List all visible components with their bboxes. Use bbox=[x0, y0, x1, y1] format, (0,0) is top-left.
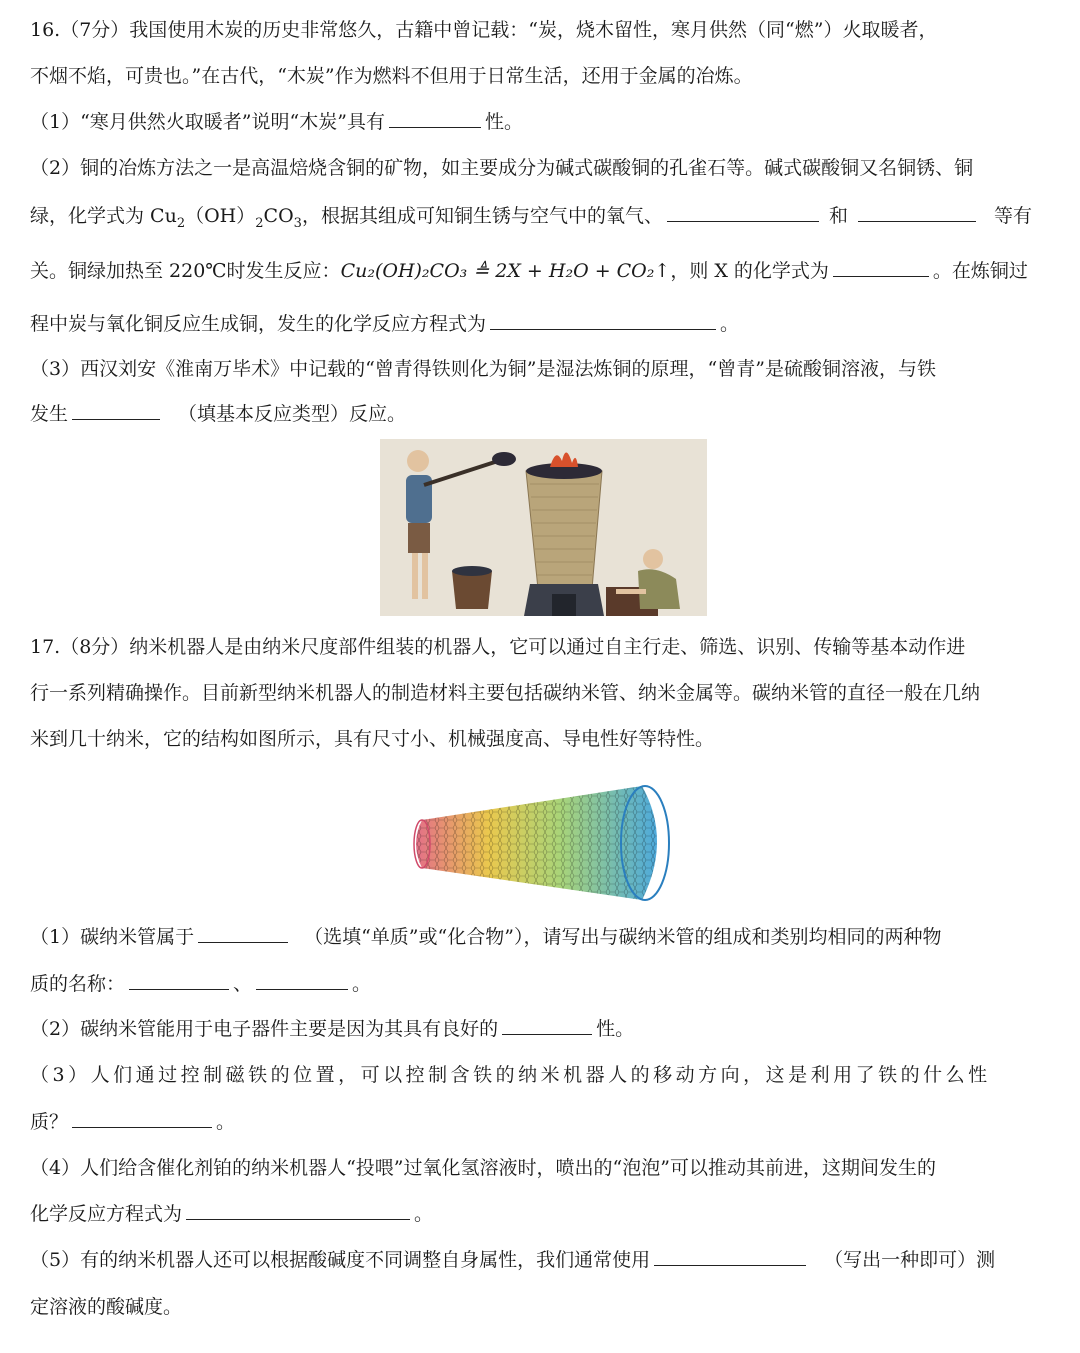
q17-line2: 行一系列精确操作。目前新型纳米机器人的制造材料主要包括碳纳米管、纳米金属等。碳纳米管的直径一般在几纳 bbox=[30, 682, 981, 704]
answer-blank[interactable] bbox=[186, 1201, 410, 1220]
q16-part2-line3: 关。铜绿加热至 220℃时发生反应：Cu₂(OH)₂CO₃ ≜ 2X + H₂O + CO₂↑，则 X 的化学式为 。在炼铜过 bbox=[30, 260, 1028, 282]
q16-part2-line1: （2）铜的冶炼方法之一是高温焙烧含铜的矿物，如主要成分为碱式碳酸铜的孔雀石等。碱式碳酸铜又名铜锈、铜 bbox=[30, 157, 974, 179]
q17-part5-line1: （5）有的纳米机器人还可以根据酸碱度不同调整自身属性，我们通常使用 （写出一种即可）测 bbox=[30, 1249, 996, 1271]
q16-header: 16.（7分）我国使用木炭的历史非常悠久，古籍中曾记载：“炭，烧木留性，寒月供然（同“燃”）火取暖者， bbox=[30, 19, 938, 41]
carbon-nanotube-figure bbox=[410, 780, 676, 906]
q16-header-cont: 不烟不焰，可贵也。”在古代，“木炭”作为燃料不但用于日常生活，还用于金属的冶炼。 bbox=[30, 65, 753, 87]
q17-line1: 17.（8分）纳米机器人是由纳米尺度部件组装的机器人，它可以通过自主行走、筛选、识别、传输等基本动作进 bbox=[30, 636, 966, 658]
answer-blank[interactable] bbox=[72, 1109, 212, 1128]
answer-blank[interactable] bbox=[654, 1247, 806, 1266]
q17-part3-line1: （3）人们通过控制磁铁的位置，可以控制含铁的纳米机器人的移动方向，这是利用了铁的什么性 bbox=[30, 1064, 991, 1086]
q16-part2-line2: 绿，化学式为 $Cu_2(OH)_2CO_3$，根据其组成可知铜生锈与空气中的氧气、 和 等有 bbox=[30, 205, 1032, 231]
q17-part4-line1: （4）人们给含催化剂铂的纳米机器人“投喂”过氧化氢溶液时，喷出的“泡泡”可以推动其前进，这期间发生的 bbox=[30, 1157, 936, 1179]
reaction-equation: Cu₂(OH)₂CO₃ ≜ 2X + H₂O + CO₂↑ bbox=[340, 260, 671, 282]
q16-part1: （1）“寒月供然火取暖者”说明“木炭”具有 性。 bbox=[30, 111, 523, 133]
q17-part3-line2: 质？ 。 bbox=[30, 1111, 236, 1133]
answer-blank[interactable] bbox=[256, 971, 348, 990]
q16-part3-line1: （3）西汉刘安《淮南万毕术》中记载的“曾青得铁则化为铜”是湿法炼铜的原理，“曾青”是硫酸铜溶液，与铁 bbox=[30, 358, 936, 380]
answer-blank[interactable] bbox=[389, 109, 481, 128]
copper-smelting-painting bbox=[380, 439, 707, 616]
answer-blank[interactable] bbox=[502, 1016, 592, 1035]
q17-part4-line2: 化学反应方程式为 。 bbox=[30, 1203, 434, 1225]
answer-blank[interactable] bbox=[129, 971, 229, 990]
q16-part3-line2: 发生 （填基本反应类型）反应。 bbox=[30, 403, 407, 425]
answer-blank[interactable] bbox=[858, 203, 976, 222]
answer-blank[interactable] bbox=[833, 258, 929, 277]
q17-line3: 米到几十纳米，它的结构如图所示，具有尺寸小、机械强度高、导电性好等特性。 bbox=[30, 728, 715, 750]
q17-part1-line1: （1）碳纳米管属于 （选填“单质”或“化合物”），请写出与碳纳米管的组成和类别均相同的两种物 bbox=[30, 926, 942, 948]
answer-blank[interactable] bbox=[667, 203, 819, 222]
q17-part1-line2: 质的名称： 、 。 bbox=[30, 973, 372, 995]
q16-part2-line4: 程中炭与氧化铜反应生成铜，发生的化学反应方程式为 。 bbox=[30, 313, 740, 335]
answer-blank[interactable] bbox=[72, 401, 160, 420]
answer-blank[interactable] bbox=[198, 924, 288, 943]
q17-part5-line2: 定溶液的酸碱度。 bbox=[30, 1296, 183, 1318]
q17-part2: （2）碳纳米管能用于电子器件主要是因为其具有良好的 性。 bbox=[30, 1018, 635, 1040]
answer-blank[interactable] bbox=[490, 311, 716, 330]
